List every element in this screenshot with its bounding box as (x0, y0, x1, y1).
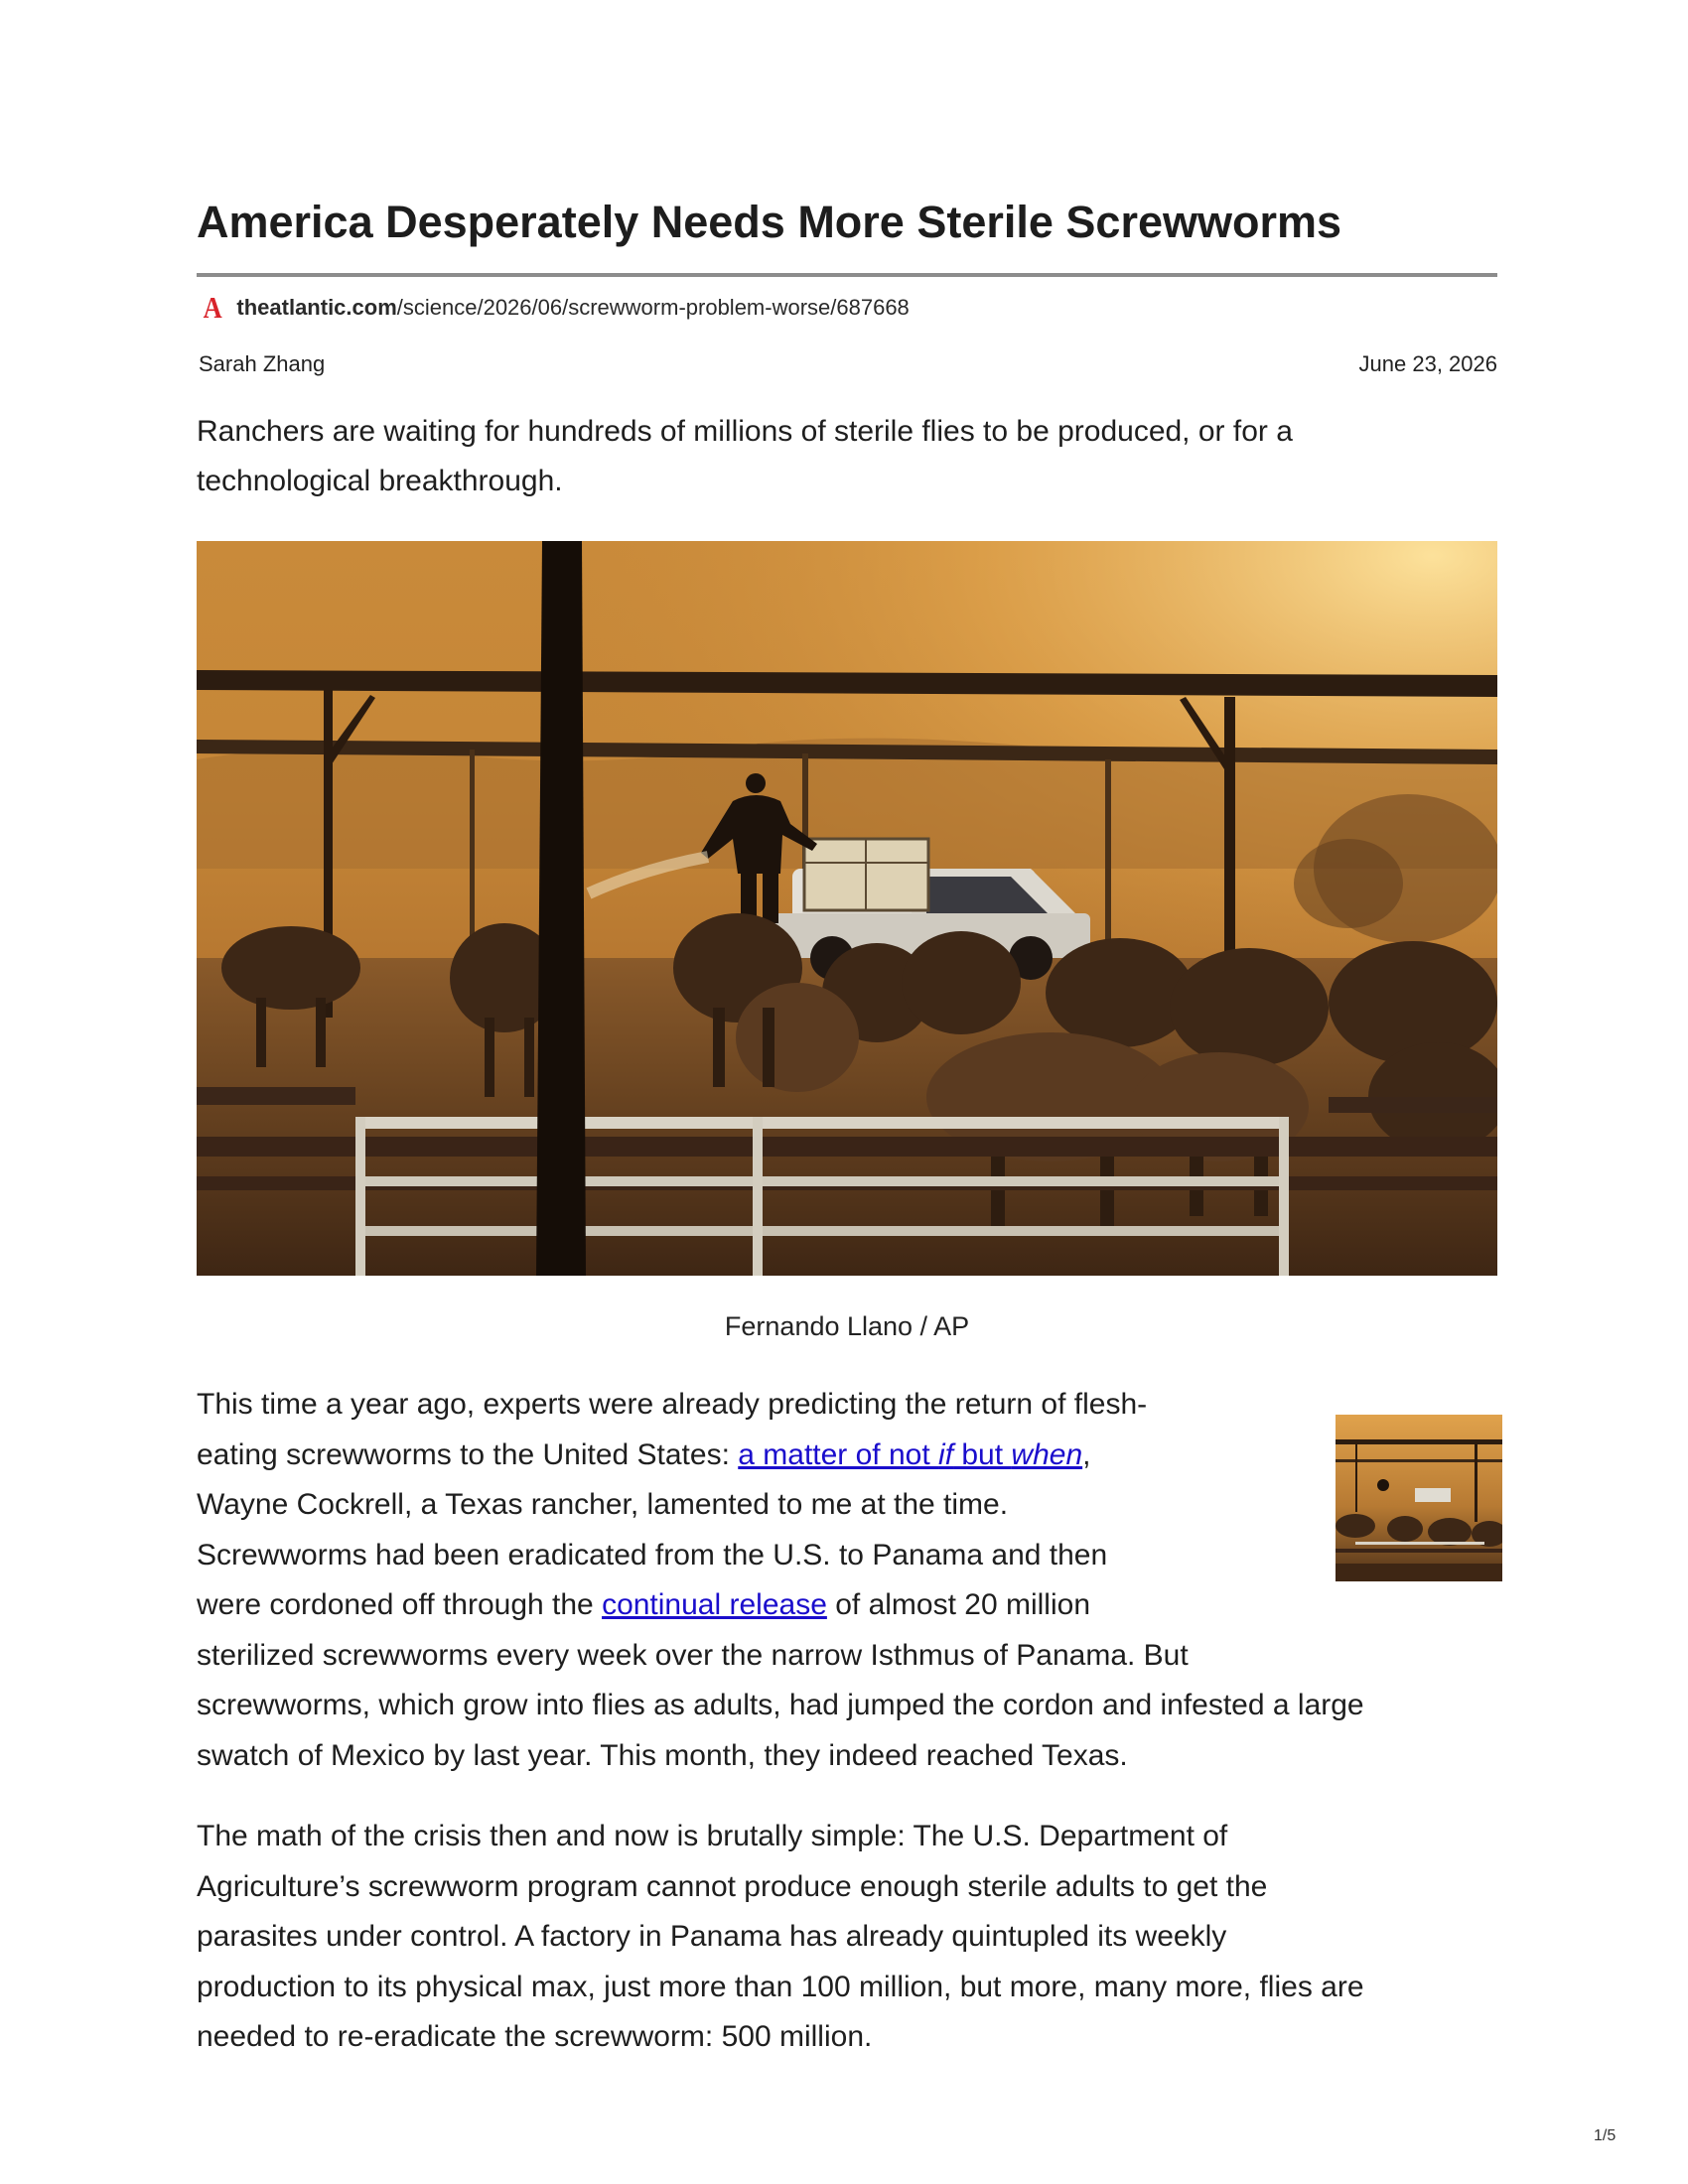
paragraph-line: Screwworms had been eradicated from the U.S. to Panama and then (197, 1538, 1108, 1571)
paragraph-line: screwworms, which grow into flies as adults, had jumped the cordon and infested a large (197, 1689, 1364, 1721)
paragraph-line: swatch of Mexico by last year. This month, they indeed reached Texas. (197, 1738, 1128, 1772)
link-text: a matter of not (738, 1437, 939, 1471)
dek-line: Ranchers are waiting for hundreds of millions of sterile flies to be produced, or for a (197, 415, 1293, 448)
paragraph-line: Wayne Cockrell, a Texas rancher, lamented to me at the time. (197, 1488, 1009, 1521)
link-matter-of-not-if-but-when[interactable] (738, 1438, 1082, 1471)
text-segment: eating screwworms to the United States: (197, 1437, 739, 1471)
page-number: 1/5 (1594, 2127, 1617, 2144)
paragraph-line (197, 1580, 1497, 1631)
text-segment: , (1082, 1437, 1091, 1471)
author-name: Sarah Zhang (199, 351, 326, 376)
article-paragraph (197, 1380, 1497, 1781)
paragraph-line: Agriculture’s screwworm program cannot produce enough sterile adults to get the (197, 1869, 1268, 1903)
link-text: but (953, 1437, 1012, 1471)
hero-photo-ranch-sunset (197, 541, 1497, 1276)
dek-line: technological breakthrough. (197, 465, 563, 497)
article-title: America Desperately Needs More Sterile Screwworms (197, 197, 1342, 247)
link-continual-release[interactable]: continual release (602, 1588, 827, 1621)
paragraph-line: sterilized screwworms every week over the narrow Isthmus of Panama. But (197, 1638, 1189, 1672)
source-domain: theatlantic.com (236, 295, 397, 320)
title-divider (197, 273, 1497, 277)
paragraph-line: This time a year ago, experts were already predicting the return of flesh- (197, 1388, 1148, 1421)
publish-date: June 23, 2026 (1358, 351, 1497, 376)
photo-credit: Fernando Llano / AP (724, 1311, 970, 1341)
paragraph-line (197, 1431, 1497, 1481)
link-text-if: if (938, 1437, 954, 1471)
article-dek (197, 407, 1497, 506)
source-path: /science/2026/06/screwworm-problem-worse/687668 (396, 295, 910, 320)
article-paragraph (197, 1812, 1497, 2063)
thumbnail-illustration (1336, 1415, 1502, 1581)
source-url[interactable] (202, 292, 910, 324)
hero-photo-illustration (197, 541, 1497, 1276)
link-text-when: when (1011, 1437, 1083, 1471)
text-segment: were cordoned off through the (197, 1588, 603, 1621)
paragraph-line: The math of the crisis then and now is brutally simple: The U.S. Department of (197, 1820, 1228, 1852)
text-segment: of almost 20 million (826, 1588, 1090, 1621)
thumbnail-photo-ranch[interactable] (1336, 1415, 1502, 1581)
paragraph-line: production to its physical max, just more than 100 million, but more, many more, flies are (197, 1970, 1364, 2003)
paragraph-line: needed to re-eradicate the screwworm: 500 million. (197, 2020, 873, 2053)
byline (199, 349, 1497, 379)
paragraph-line: parasites under control. A factory in Panama has already quintupled its weekly (197, 1920, 1227, 1953)
atlantic-logo-icon: A (203, 290, 222, 325)
